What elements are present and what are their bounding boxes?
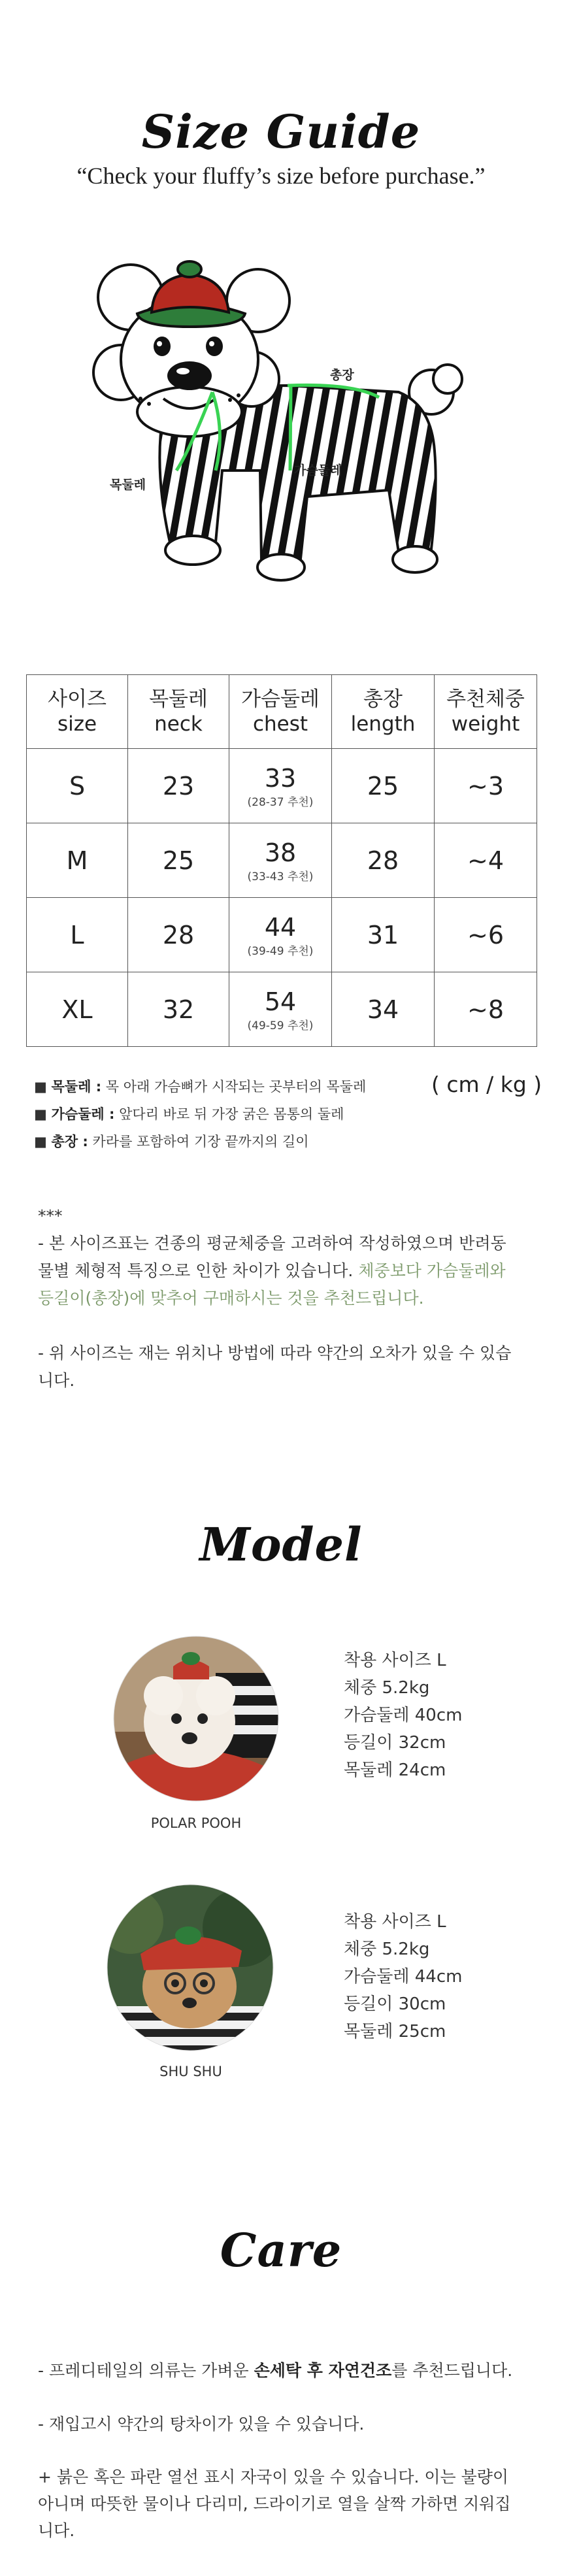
notes-stars: *** [38, 1206, 63, 1225]
care-line-2: - 재입고시 약간의 탕차이가 있을 수 있습니다. [38, 2415, 365, 2434]
cell-chest: 33 (28-37 추천) [229, 749, 332, 823]
note-line: 물별 체형적 특징으로 인한 차이가 있습니다. 체중보다 가슴둘레와 [38, 1261, 506, 1280]
size-guide-subtitle: “Check your fluffy’s size before purchase.” [76, 163, 486, 189]
dog-measurement-illustration [91, 255, 471, 595]
cell-weight: ~8 [435, 972, 537, 1047]
care-line-3: + 붉은 혹은 파란 열선 표시 자국이 있을 수 있습니다. 이는 불량이 아니며 따뜻한 물이나 다리미, 드라이기로 열을 살짝 가하면 지워집 니다. [38, 2468, 511, 2540]
model-name-polar-pooh: POLAR POOH [150, 1815, 242, 1831]
note-line: - 본 사이즈표는 견종의 평균체중을 고려하여 작성하였으며 반려동 [38, 1234, 506, 1253]
cell-weight: ~4 [435, 823, 537, 898]
cell-size: M [27, 823, 128, 898]
unit-label: ( cm / kg ) [431, 1072, 542, 1097]
label-length: 총장 [330, 368, 354, 382]
cell-neck: 23 [128, 749, 229, 823]
legend-length: ■ 총장 : 카라를 포함하여 기장 끝까지의 길이 [34, 1134, 309, 1149]
cell-neck: 28 [128, 898, 229, 972]
label-chest: 가슴둘레 [294, 463, 342, 478]
care-title: Care [220, 2223, 342, 2277]
label-neck: 목둘레 [110, 478, 146, 492]
cell-size: S [27, 749, 128, 823]
cell-length: 31 [332, 898, 435, 972]
size-table-header [27, 675, 537, 749]
table-row [27, 972, 537, 1047]
table-row [27, 823, 537, 898]
model-photo-polar-pooh [111, 1634, 281, 1804]
note-line: - 위 사이즈는 재는 위치나 방법에 따라 약간의 오차가 있을 수 있습 [38, 1344, 512, 1362]
header-weight: 추천체중 weight [435, 675, 537, 749]
size-table [26, 674, 537, 1047]
legend-neck: ■ 목둘레 : 목 아래 가슴뼈가 시작되는 곳부터의 목둘레 [34, 1079, 367, 1095]
model-photo-shu-shu [105, 1882, 276, 2053]
cell-weight: ~6 [435, 898, 537, 972]
model-name-shu-shu: SHU SHU [159, 2064, 222, 2079]
care-line-1: - 프레디테일의 의류는 가벼운 손세탁 후 자연건조를 추천드립니다. [38, 2361, 513, 2380]
table-row [27, 749, 537, 823]
note-line-highlight: 등길이(총장)에 맞추어 구매하시는 것을 추천드립니다. [38, 1289, 424, 1308]
notes-block [38, 1202, 535, 1395]
cell-length: 28 [332, 823, 435, 898]
header-chest: 가슴둘레 chest [229, 675, 332, 749]
cell-size: XL [27, 972, 128, 1047]
note-line: 니다. [38, 1371, 75, 1390]
cell-chest: 44 (39-49 추천) [229, 898, 332, 972]
cell-neck: 32 [128, 972, 229, 1047]
cell-size: L [27, 898, 128, 972]
size-guide-title: Size Guide [141, 105, 421, 159]
model-specs-shu-shu: 착용 사이즈 L 체중 5.2kg 가슴둘레 44cm 등길이 30cm 목둘레 25cm [344, 1912, 463, 2041]
model-specs-polar-pooh: 착용 사이즈 L 체중 5.2kg 가슴둘레 40cm 등길이 32cm 목둘레 24cm [344, 1651, 463, 1780]
cell-length: 34 [332, 972, 435, 1047]
cell-chest: 38 (33-43 추천) [229, 823, 332, 898]
cell-chest: 54 (49-59 추천) [229, 972, 332, 1047]
legend-chest: ■ 가슴둘레 : 앞다리 바로 뒤 가장 굵은 몸통의 둘레 [34, 1106, 344, 1122]
header-neck: 목둘레 neck [128, 675, 229, 749]
cell-weight: ~3 [435, 749, 537, 823]
cell-length: 25 [332, 749, 435, 823]
model-title: Model [199, 1517, 363, 1572]
header-size: 사이즈 size [27, 675, 128, 749]
table-row [27, 898, 537, 972]
cell-neck: 25 [128, 823, 229, 898]
header-length: 총장 length [332, 675, 435, 749]
